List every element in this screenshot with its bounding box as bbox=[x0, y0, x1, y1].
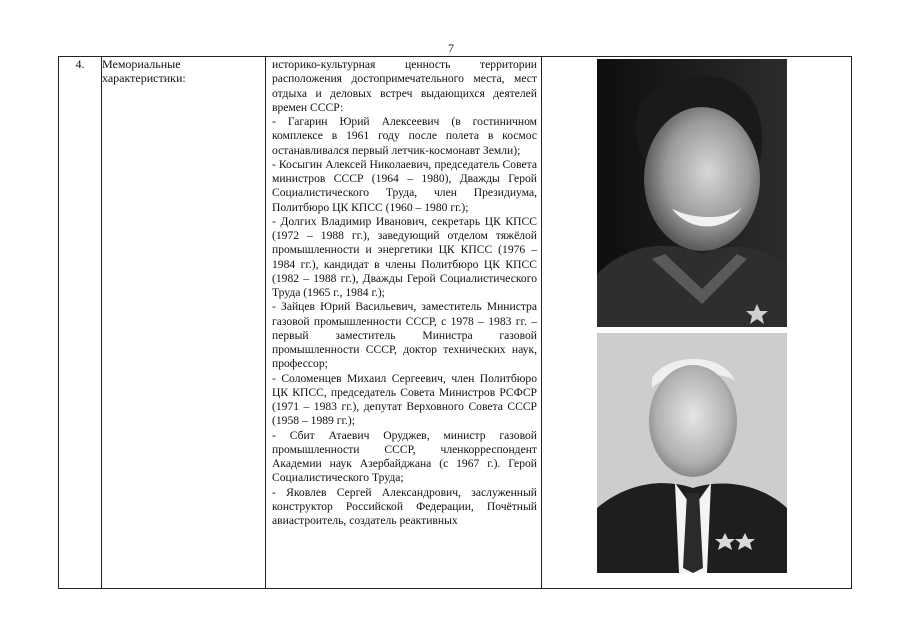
text-paragraph: - Зайцев Юрий Васильевич, заместитель Министра газовой промышленности СССР, с 1978 – 1983 гг. – первый заместитель Министра газовой промышленности СССР, доктор технических наук, профессор; bbox=[272, 300, 537, 371]
row-number-cell bbox=[59, 57, 102, 589]
text-paragraph: - Гагарин Юрий Алексеевич (в гостиничном комплексе в 1961 году после полета в космос останавливался первый летчик-космонавт Земли); bbox=[272, 115, 537, 157]
portrait-photo-1 bbox=[597, 59, 787, 327]
row-text-cell bbox=[266, 57, 542, 589]
table-row bbox=[59, 57, 852, 589]
row-label: Мемориальные характеристики: bbox=[102, 57, 186, 85]
memorial-table bbox=[58, 56, 852, 589]
text-paragraph: историко-культурная ценность территории расположения достопримечательного места, мест отдыха и деловых встреч выдающихся деятелей времен СССР: bbox=[272, 58, 537, 114]
text-paragraph: - Соломенцев Михаил Сергеевич, член Политбюро ЦК КПСС, председатель Совета Министров РСФСР (1971 – 1983 гг.), депутат Верховного Совета СССР (1958 – 1989 гг.); bbox=[272, 371, 537, 428]
text-paragraph: - Сбит Атаевич Оруджев, министр газовой промышленности СССР, членкорреспондент Академии наук Азербайджана (с 1967 г.). Герой Социалистического Труда; bbox=[272, 428, 537, 485]
row-number: 4. bbox=[75, 57, 85, 71]
portrait-photo-2 bbox=[597, 333, 787, 573]
text-paragraph: - Яковлев Сергей Александрович, заслуженный конструктор Российской Федерации, Почётный авиастроитель, создатель реактивных bbox=[272, 485, 537, 527]
text-paragraph: - Косыгин Алексей Николаевич, председатель Совета министров СССР (1964 – 1980), Дважды Герой Социалистического Труда, член Президиума, Политбюро ЦК КПСС (1960 – 1980 гг.); bbox=[272, 157, 537, 214]
photo-cell bbox=[542, 57, 852, 589]
text-paragraph: - Долгих Владимир Иванович, секретарь ЦК КПСС (1972 – 1988 гг.), заведующий отделом тяжёлой промышленности и энергетики ЦК КПСС (1976 – 1984 гг.), кандидат в члены Политбюро ЦК КПСС (1982 – 1988 гг.), Дважды Герой Социалистического Труда (1965 г., 1984 г.); bbox=[272, 214, 537, 299]
text-body bbox=[266, 57, 541, 588]
page-number: 7 bbox=[448, 41, 454, 55]
row-label-cell bbox=[102, 57, 266, 589]
